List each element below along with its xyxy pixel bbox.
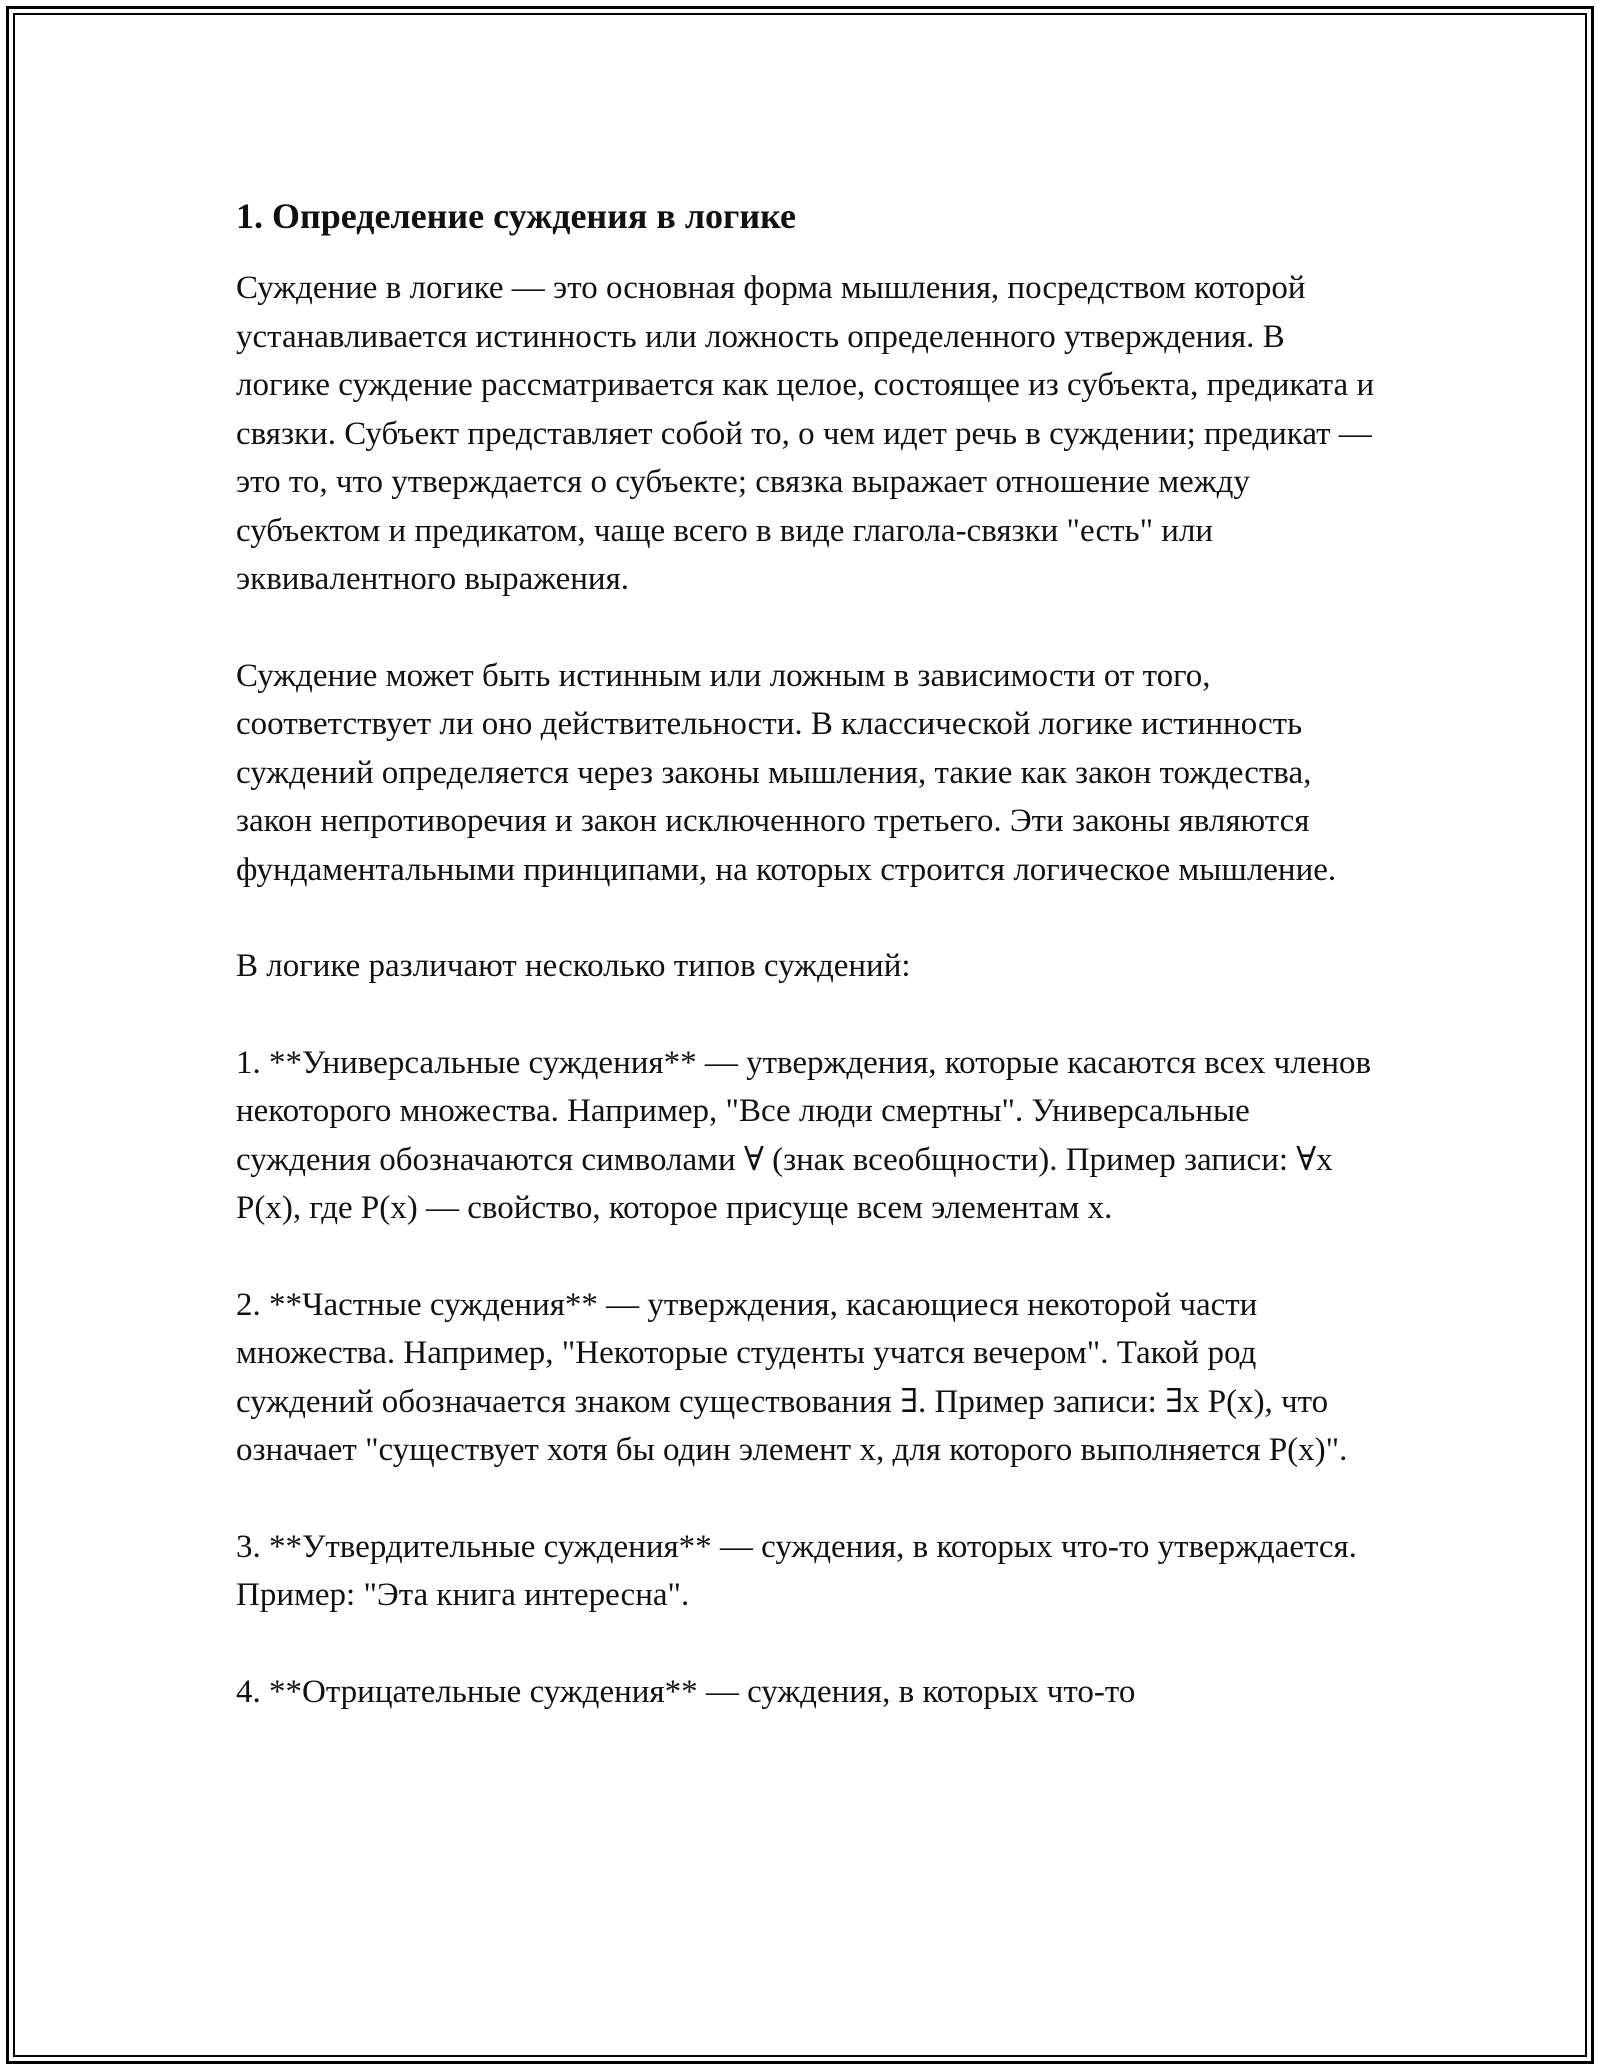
list-item-particular: 2. **Частные суждения** — утверждения, касающиеся некоторой части множества. Например, "Некоторые студенты учатся вечером". Такой род суждений обозначается знаком существования ∃. Пример записи: ∃x P(x), что означает "существует хотя бы один элемент x, для которого выполняется P(x)". [236, 1286, 1348, 1468]
document-page [236, 188, 1376, 1716]
paragraph-definition: Суждение в логике — это основная форма мышления, посредством которой устанавливается истинность или ложность определенного утверждения. В логике суждение рассматривается как целое, состоящее из субъекта, предиката и связки. Субъект представляет собой то, о чем идет речь в суждении; предикат — это то, что утверждается о субъекте; связка выражает отношение между субъектом и предикатом, чаще всего в виде глагола-связки "есть" или эквивалентного выражения. [236, 270, 1375, 597]
paragraph-types-intro: В логике различают несколько типов суждений: [236, 948, 911, 984]
list-item-universal: 1. **Универсальные суждения** — утверждения, которые касаются всех членов некоторого множества. Например, "Все люди смертны". Универсальные суждения обозначаются символами ∀ (знак всеобщности). Пример записи: ∀x P(x), где P(x) — свойство, которое присуще всем элементам x. [236, 1044, 1372, 1226]
section-heading: 1. Определение суждения в логике [236, 196, 796, 236]
list-item-negative: 4. **Отрицательные суждения** — суждения, в которых что-то [236, 1673, 1136, 1710]
paragraph-truth: Суждение может быть истинным или ложным в зависимости от того, соответствует ли оно действительности. В классической логике истинность суждений определяется через законы мышления, такие как закон тождества, закон непротиворечия и закон исключенного третьего. Эти законы являются фундаментальными принципами, на которых строится логическое мышление. [236, 657, 1337, 888]
list-item-affirmative: 3. **Утвердительные суждения** — суждения, в которых что-то утверждается. Пример: "Эта книга интересна". [236, 1528, 1357, 1613]
